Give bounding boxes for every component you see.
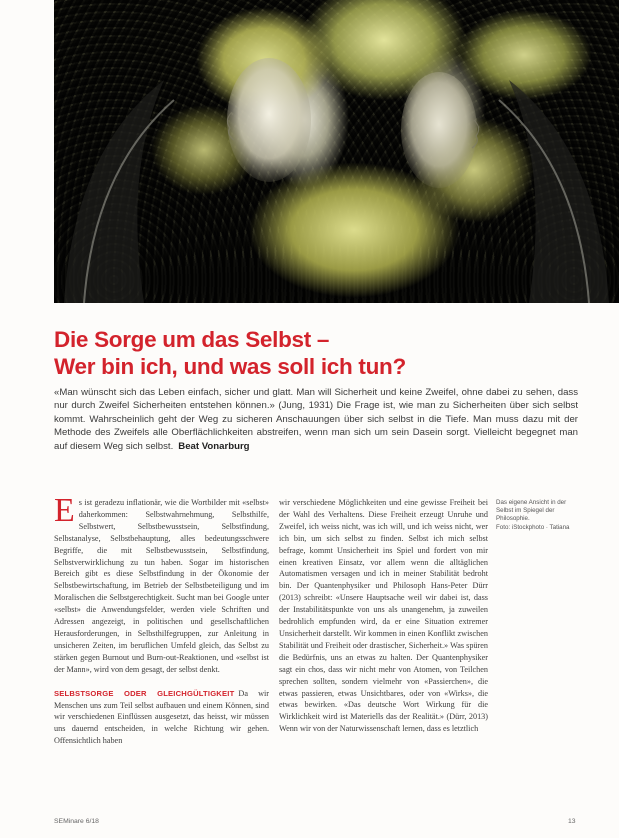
article-column-left bbox=[54, 492, 269, 747]
author-name: Beat Vonarburg bbox=[178, 440, 250, 452]
dropcap: E bbox=[54, 492, 75, 529]
footer-publication: SEMinare 6/18 bbox=[54, 818, 99, 825]
caption-text: Das eigene Ansicht in der Selbst im Spiegel der Philosophie. bbox=[496, 499, 567, 523]
left-paragraph-2 bbox=[54, 688, 269, 748]
intro-paragraph bbox=[54, 386, 578, 453]
headline-line-2: Wer bin ich, und was soll ich tun? bbox=[54, 354, 406, 379]
left-paragraph-1 bbox=[54, 492, 269, 676]
article-headline bbox=[54, 326, 574, 380]
left-paragraph-1-text: s ist geradezu inflationär, wie die Wortbilder mit «selbst» daherkommen: Selbstwahrnehmung, Selbsthilfe, Selbstwert, Selbstbewusstsein, Selbstfindung, Selbstanalyse, Selbstbehauptung, alles bedeutungsschwere Begriffe, die mit Selbstbewusstsein, Selbstfindung, Selbstverwirklichung zu tun haben. Sogar im historischen Bereich gibt es diese Selbstfindung in der Ökonomie der Selbstbewirtschaftung, im Betrieb der Selbstbeteiligung und im Moralischen die Selbstgerechtigkeit. Sucht man bei Google unter «selbst» die Anwendungsfelder, werden viele Schriften und Adressen angezeigt, in politischen und gesellschaftlichen Herausforderungen, in Selbsthilfegruppen, zur Anleitung in unsicheren Zeiten, im beruflichen Umfeld gleich, das Selbst zu stärken gegen Burnout und Burn-out-Reaktionen, und «selbst ist der Mann», wird von dem gesagt, der selbst denkt. bbox=[54, 498, 269, 674]
hero-image bbox=[54, 0, 619, 303]
caption-credit: Foto: iStockphoto · Tatiana bbox=[496, 523, 570, 531]
left-paragraph-2-text: Da wir Menschen uns zum Teil selbst aufbauen und einem Können, sind wir verschiedenen Einflüssen ausgesetzt, das heisst, wir müssen uns dauernd entscheiden, in welche Richtung wir gehen. Offensichtlich haben bbox=[54, 688, 269, 746]
hero-artwork bbox=[54, 0, 619, 303]
intro-text: «Man wünscht sich das Leben einfach, sicher und glatt. Man will Sicherheit und keine Zweifel, ohne dabei zu sehen, dass nur durch Zweifel Sicherheiten entstehen können.» (Jung, 1931) Die Frage ist, wie man zu Sicherheiten über sich selbst kommt. Wahrscheinlich geht der Weg zu sicheren Anschauungen über sich selbst in die Tiefe. Man muss dazu mit der Methode des Zweifels alle Oberflächlichkeiten abstreifen, wenn man sich um sein Dasein sorgt. Vielleicht begegnet man auf diesem Weg sich selbst. bbox=[54, 387, 578, 452]
right-paragraph-1: wir verschiedene Möglichkeiten und eine gewisse Freiheit bei der Wahl des Verhaltens. Diese Freiheit erzeugt Unruhe und Zweifel, ich weiss nicht, was ich will, und ich weiss nicht, wer ich bin, um sich selbst zu finden. Selbst ich mich selbst befrage, kommt Unsicherheit ins Spiel und fordert von mir einen kreativen Einsatz, vor allem wenn die alltäglichen Automatismen versagen und ich in meiner Stabilität bedroht bin. Der Quantenphysiker und Philosoph Hans-Peter Dürr (2013) schreibt: «Unsere Hauptsache weil wir dabei ist, dass der Instabilitätspunkte von uns als unangenehm, ja zuweilen bedrohlich empfunden wird, da er eine Situation extremer Unsicherheit darstellt. Wir kommen in einen Konflikt zwischen Stabilität und Freiheit oder drastischer, Sicherheit.» Was spüren die Bedürfnis, uns an etwas zu halten. Der Quantenphysiker sagt ein chos, dass wir nicht mehr von Atomen, von Teilchen sprechen sollten, sondern vielmehr von «Passierchen», die etwas passieren, etwas Unsichtbares, oder von «Wirks», die etwas bewirken. «Das deutsche Wort Wirkung für die Wirklichkeit wird ist Materiells das der Realität.» (Dürr, 2013) Wenn wir von der Naturwissenschaft lernen, dass es letztlich bbox=[279, 498, 488, 734]
image-caption bbox=[496, 499, 578, 532]
article-column-right bbox=[279, 497, 488, 735]
page-number: 13 bbox=[568, 818, 576, 825]
headline-line-1: Die Sorge um das Selbst – bbox=[54, 327, 330, 352]
section-subhead: SELBSTSORGE ODER GLEICHGÜLTIGKEIT bbox=[54, 688, 235, 698]
